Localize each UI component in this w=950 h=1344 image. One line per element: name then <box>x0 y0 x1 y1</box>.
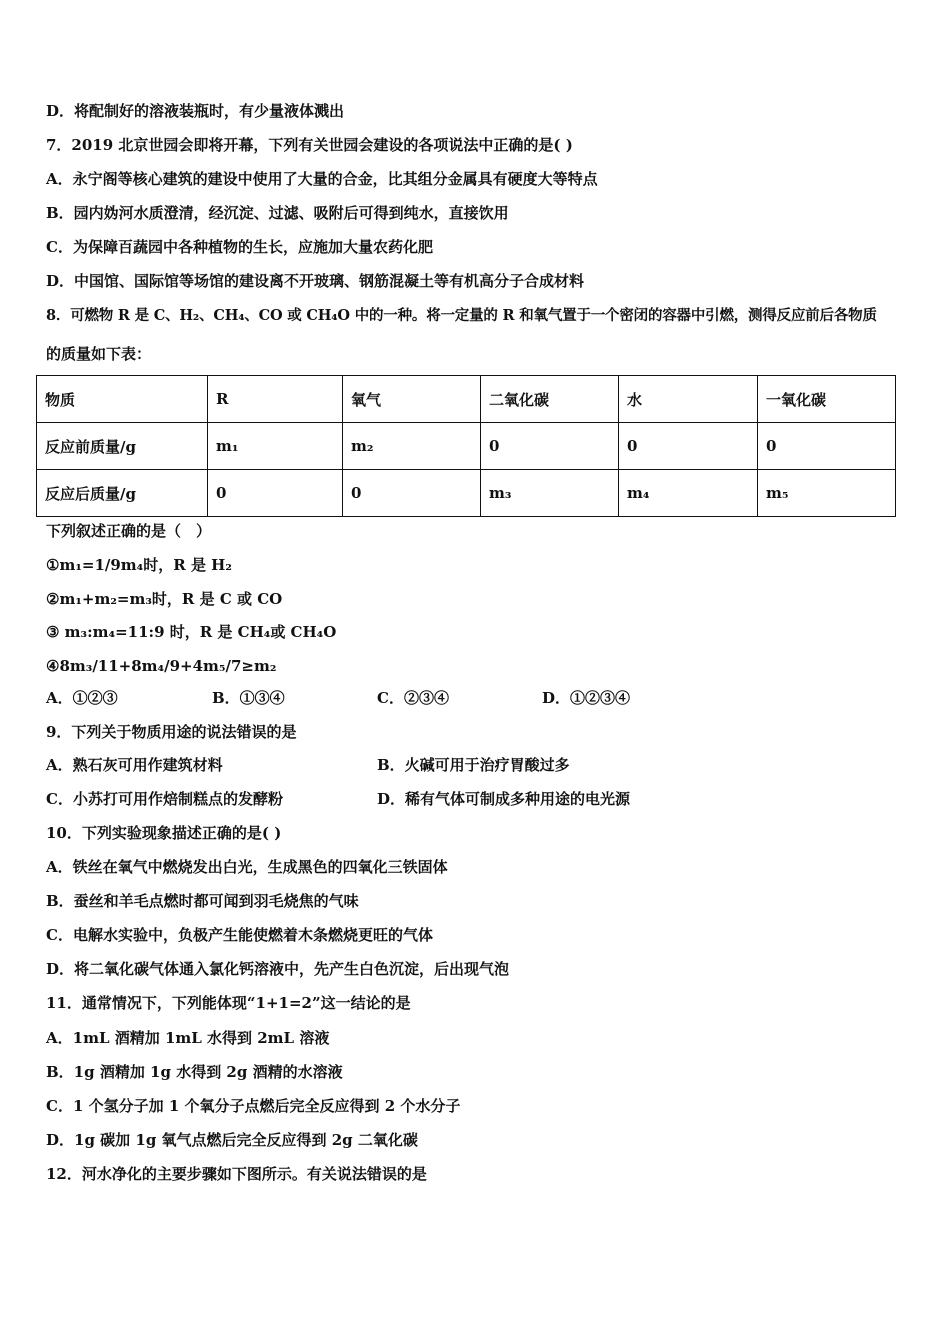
q11-option-a: A．1mL 酒精加 1mL 水得到 2mL 溶液 <box>46 1029 330 1047</box>
q10-option-b: B．蚕丝和羊毛点燃时都可闻到羽毛烧焦的气味 <box>46 892 359 910</box>
table-cell: 氧气 <box>343 376 481 423</box>
q11-option-c: C．1 个氢分子加 1 个氧分子点燃后完全反应得到 2 个水分子 <box>46 1097 461 1115</box>
table-cell: 二氧化碳 <box>481 376 619 423</box>
table-row <box>37 470 896 517</box>
table-cell: 水 <box>619 376 758 423</box>
q8-option-c: C．②③④ <box>377 689 449 707</box>
table-row <box>37 423 896 470</box>
q10-option-c: C．电解水实验中，负极产生能使燃着木条燃烧更旺的气体 <box>46 926 433 944</box>
q9-option-a: A．熟石灰可用作建筑材料 <box>46 756 223 774</box>
q8-option-a: A．①②③ <box>46 689 118 707</box>
table-cell: m₄ <box>619 470 758 517</box>
q9-option-c: C．小苏打可用作焙制糕点的发酵粉 <box>46 790 283 808</box>
q7-stem: 7．2019 北京世园会即将开幕，下列有关世园会建设的各项说法中正确的是( ) <box>46 136 573 154</box>
table-cell: 反应后质量/g <box>37 470 208 517</box>
q10-stem: 10．下列实验现象描述正确的是( ) <box>46 824 282 842</box>
q10-option-a: A．铁丝在氧气中燃烧发出白光，生成黑色的四氧化三铁固体 <box>46 858 448 876</box>
q7-option-b: B．园内妫河水质澄清，经沉淀、过滤、吸附后可得到纯水，直接饮用 <box>46 204 509 222</box>
q8-statement-2: ②m₁+m₂=m₃时，R 是 C 或 CO <box>46 590 283 608</box>
table-cell: 物质 <box>37 376 208 423</box>
q8-statement-1: ①m₁=1/9m₄时，R 是 H₂ <box>46 556 232 574</box>
q7-option-c: C．为保障百蔬园中各种植物的生长，应施加大量农药化肥 <box>46 238 433 256</box>
q9-option-d: D．稀有气体可制成多种用途的电光源 <box>377 790 631 808</box>
table-cell: R <box>208 376 343 423</box>
q8-stem-cont: 的质量如下表： <box>46 345 152 363</box>
table-cell: 0 <box>758 423 896 470</box>
q6-option-d: D．将配制好的溶液装瓶时，有少量液体溅出 <box>46 102 345 120</box>
q9-stem: 9．下列关于物质用途的说法错误的是 <box>46 723 297 741</box>
table-cell: m₃ <box>481 470 619 517</box>
q8-stem: 8．可燃物 R 是 C、H₂、CH₄、CO 或 CH₄O 中的一种。将一定量的 R 和氧气置于一个密闭的容器中引燃，测得反应前后各物质 <box>46 307 877 324</box>
q11-stem: 11．通常情况下，下列能体现“1+1=2”这一结论的是 <box>46 994 411 1012</box>
table-cell: 0 <box>619 423 758 470</box>
q11-option-d: D．1g 碳加 1g 氧气点燃后完全反应得到 2g 二氧化碳 <box>46 1131 418 1149</box>
table-cell: 0 <box>481 423 619 470</box>
table-cell: 0 <box>208 470 343 517</box>
q8-option-b: B．①③④ <box>212 689 285 707</box>
mass-table <box>36 375 896 517</box>
q11-option-b: B．1g 酒精加 1g 水得到 2g 酒精的水溶液 <box>46 1063 343 1081</box>
q10-option-d: D．将二氧化碳气体通入氯化钙溶液中，先产生白色沉淀，后出现气泡 <box>46 960 510 978</box>
q7-option-d: D．中国馆、国际馆等场馆的建设离不开玻璃、钢筋混凝土等有机高分子合成材料 <box>46 272 585 290</box>
table-cell: 一氧化碳 <box>758 376 896 423</box>
q8-statement-3: ③ m₃:m₄=11:9 时，R 是 CH₄或 CH₄O <box>46 623 337 641</box>
q8-prompt: 下列叙述正确的是（ ） <box>46 522 212 540</box>
table-cell: m₁ <box>208 423 343 470</box>
table-row <box>37 376 896 423</box>
table-cell: 0 <box>343 470 481 517</box>
table-cell: m₅ <box>758 470 896 517</box>
q8-option-d: D．①②③④ <box>542 689 631 707</box>
q7-option-a: A．永宁阁等核心建筑的建设中使用了大量的合金，比其组分金属具有硬度大等特点 <box>46 170 598 188</box>
q9-option-b: B．火碱可用于治疗胃酸过多 <box>377 756 570 774</box>
table-cell: m₂ <box>343 423 481 470</box>
table-cell: 反应前质量/g <box>37 423 208 470</box>
q8-statement-4: ④8m₃/11+8m₄/9+4m₅/7≥m₂ <box>46 657 277 675</box>
q12-stem: 12．河水净化的主要步骤如下图所示。有关说法错误的是 <box>46 1165 427 1183</box>
